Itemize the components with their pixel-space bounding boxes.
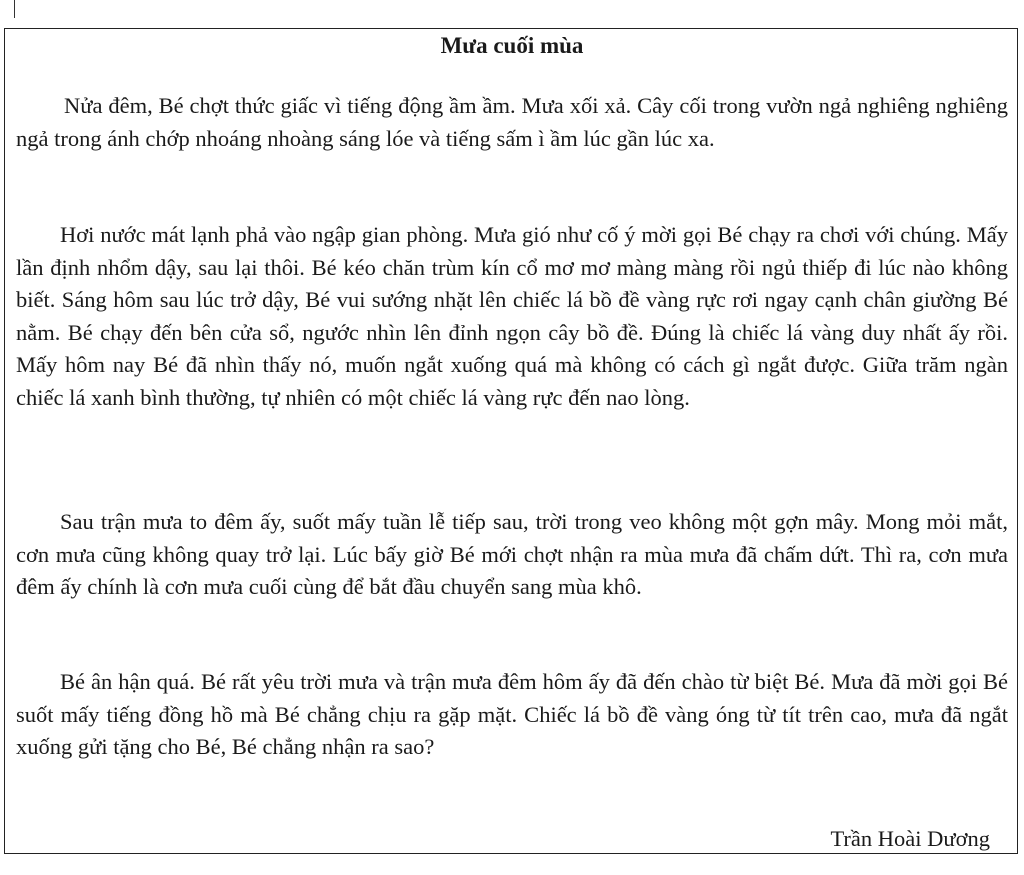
- paragraph-4: Bé ân hận quá. Bé rất yêu trời mưa và trận mưa đêm hôm ấy đã đến chào từ biệt Bé. Mưa đã mời gọi Bé suốt mấy tiếng đồng hồ mà Bé chẳng chịu ra gặp mặt. Chiếc lá bồ đề vàng óng từ tít trên cao, mưa đã ngắt xuống gửi tặng cho Bé, Bé chẳng nhận ra sao?: [16, 669, 1008, 760]
- text-cursor: [14, 0, 15, 18]
- paragraph-2: Hơi nước mát lạnh phả vào ngập gian phòng. Mưa gió như cố ý mời gọi Bé chạy ra chơi với chúng. Mấy lần định nhổm dậy, sau lại thôi. Bé kéo chăn trùm kín cổ mơ mơ màng màng rồi ngủ thiếp đi lúc nào không biết. Sáng hôm sau lúc trở dậy, Bé vui sướng nhặt lên chiếc lá bồ đề vàng rực rơi ngay cạnh chân giường Bé nằm. Bé chạy đến bên cửa sổ, ngước nhìn lên đỉnh ngọn cây bồ đề. Đúng là chiếc lá vàng duy nhất ấy rồi. Mấy hôm nay Bé đã nhìn thấy nó, muốn ngắt xuống quá mà không có cách gì ngắt được. Giữa trăm ngàn chiếc lá xanh bình thường, tự nhiên có một chiếc lá vàng rực đến nao lòng.: [16, 222, 1008, 410]
- paragraph-1: Nửa đêm, Bé chợt thức giấc vì tiếng động ầm ầm. Mưa xối xả. Cây cối trong vườn ngả nghiêng nghiêng ngả trong ánh chớp nhoáng nhoàng sáng lóe và tiếng sấm ì ầm lúc gần lúc xa.: [16, 93, 1008, 151]
- author-signature: Trần Hoài Dương: [830, 826, 990, 851]
- paragraph-3: Sau trận mưa to đêm ấy, suốt mấy tuần lễ tiếp sau, trời trong veo không một gợn mây. Mong mỏi mắt, cơn mưa cũng không quay trở lại. Lúc bấy giờ Bé mới chợt nhận ra mùa mưa đã chấm dứt. Thì ra, cơn mưa đêm ấy chính là cơn mưa cuối cùng để bắt đầu chuyển sang mùa khô.: [16, 509, 1008, 600]
- story-title: Mưa cuối mùa: [440, 33, 584, 58]
